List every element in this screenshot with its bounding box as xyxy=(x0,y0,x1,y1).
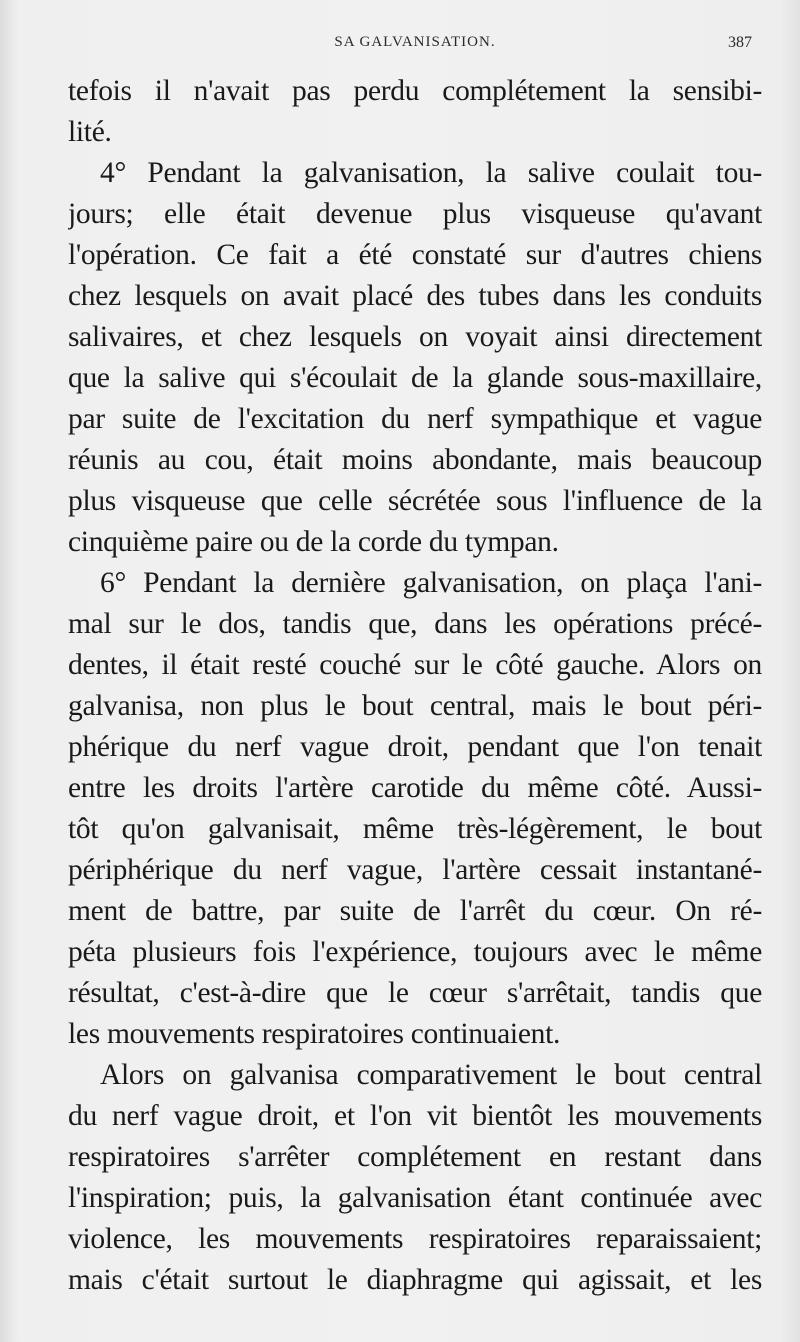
text-line: 6° Pendant la dernière galvanisation, on plaça l'ani- xyxy=(100,567,762,599)
text-line: jours; elle était devenue plus visqueuse qu'avant xyxy=(68,198,762,230)
text-line: les mouvements respiratoires continuaient. xyxy=(68,1018,561,1050)
text-line: Alors on galvanisa comparativement le bout central xyxy=(100,1059,762,1091)
text-line: chez lesquels on avait placé des tubes dans les conduits xyxy=(68,280,762,312)
text-line: tôt qu'on galvanisait, même très-légèrement, le bout xyxy=(68,813,762,845)
running-head: SA GALVANISATION. xyxy=(334,34,496,50)
text-line: mal sur le dos, tandis que, dans les opérations précé- xyxy=(68,608,762,640)
text-line: 4° Pendant la galvanisation, la salive coulait tou- xyxy=(100,157,762,189)
text-line: l'opération. Ce fait a été constaté sur d'autres chiens xyxy=(68,239,762,271)
text-line: dentes, il était resté couché sur le côté gauche. Alors on xyxy=(68,649,762,681)
text-line: mais c'était surtout le diaphragme qui agissait, et les xyxy=(68,1264,762,1296)
text-line: par suite de l'excitation du nerf sympathique et vague xyxy=(68,403,762,435)
text-line: du nerf vague droit, et l'on vit bientôt les mouvements xyxy=(68,1100,762,1132)
text-line: violence, les mouvements respiratoires reparaissaient; xyxy=(68,1223,762,1255)
text-line: lité. xyxy=(68,116,112,148)
body-text xyxy=(68,71,762,1301)
text-line: galvanisa, non plus le bout central, mais le bout péri- xyxy=(68,690,762,722)
text-line: phérique du nerf vague droit, pendant que l'on tenait xyxy=(68,731,762,763)
text-line: salivaires, et chez lesquels on voyait ainsi directement xyxy=(68,321,762,353)
page-number: 387 xyxy=(728,34,752,51)
text-line: respiratoires s'arrêter complétement en restant dans xyxy=(68,1141,762,1173)
text-line: résultat, c'est-à-dire que le cœur s'arrêtait, tandis que xyxy=(68,977,762,1009)
text-line: que la salive qui s'écoulait de la glande sous-maxillaire, xyxy=(68,362,762,394)
text-line: entre les droits l'artère carotide du même côté. Aussi- xyxy=(68,772,762,804)
text-line: plus visqueuse que celle sécrétée sous l'influence de la xyxy=(68,485,762,517)
text-line: péta plusieurs fois l'expérience, toujours avec le même xyxy=(68,936,762,968)
text-line: l'inspiration; puis, la galvanisation étant continuée avec xyxy=(68,1182,762,1214)
text-line: tefois il n'avait pas perdu complétement la sensibi- xyxy=(68,75,762,107)
text-line: ment de battre, par suite de l'arrêt du cœur. On ré- xyxy=(68,895,762,927)
page-header xyxy=(70,34,760,60)
text-line: périphérique du nerf vague, l'artère cessait instantané- xyxy=(68,854,762,886)
text-line: réunis au cou, était moins abondante, mais beaucoup xyxy=(68,444,762,476)
text-line: cinquième paire ou de la corde du tympan. xyxy=(68,526,559,558)
